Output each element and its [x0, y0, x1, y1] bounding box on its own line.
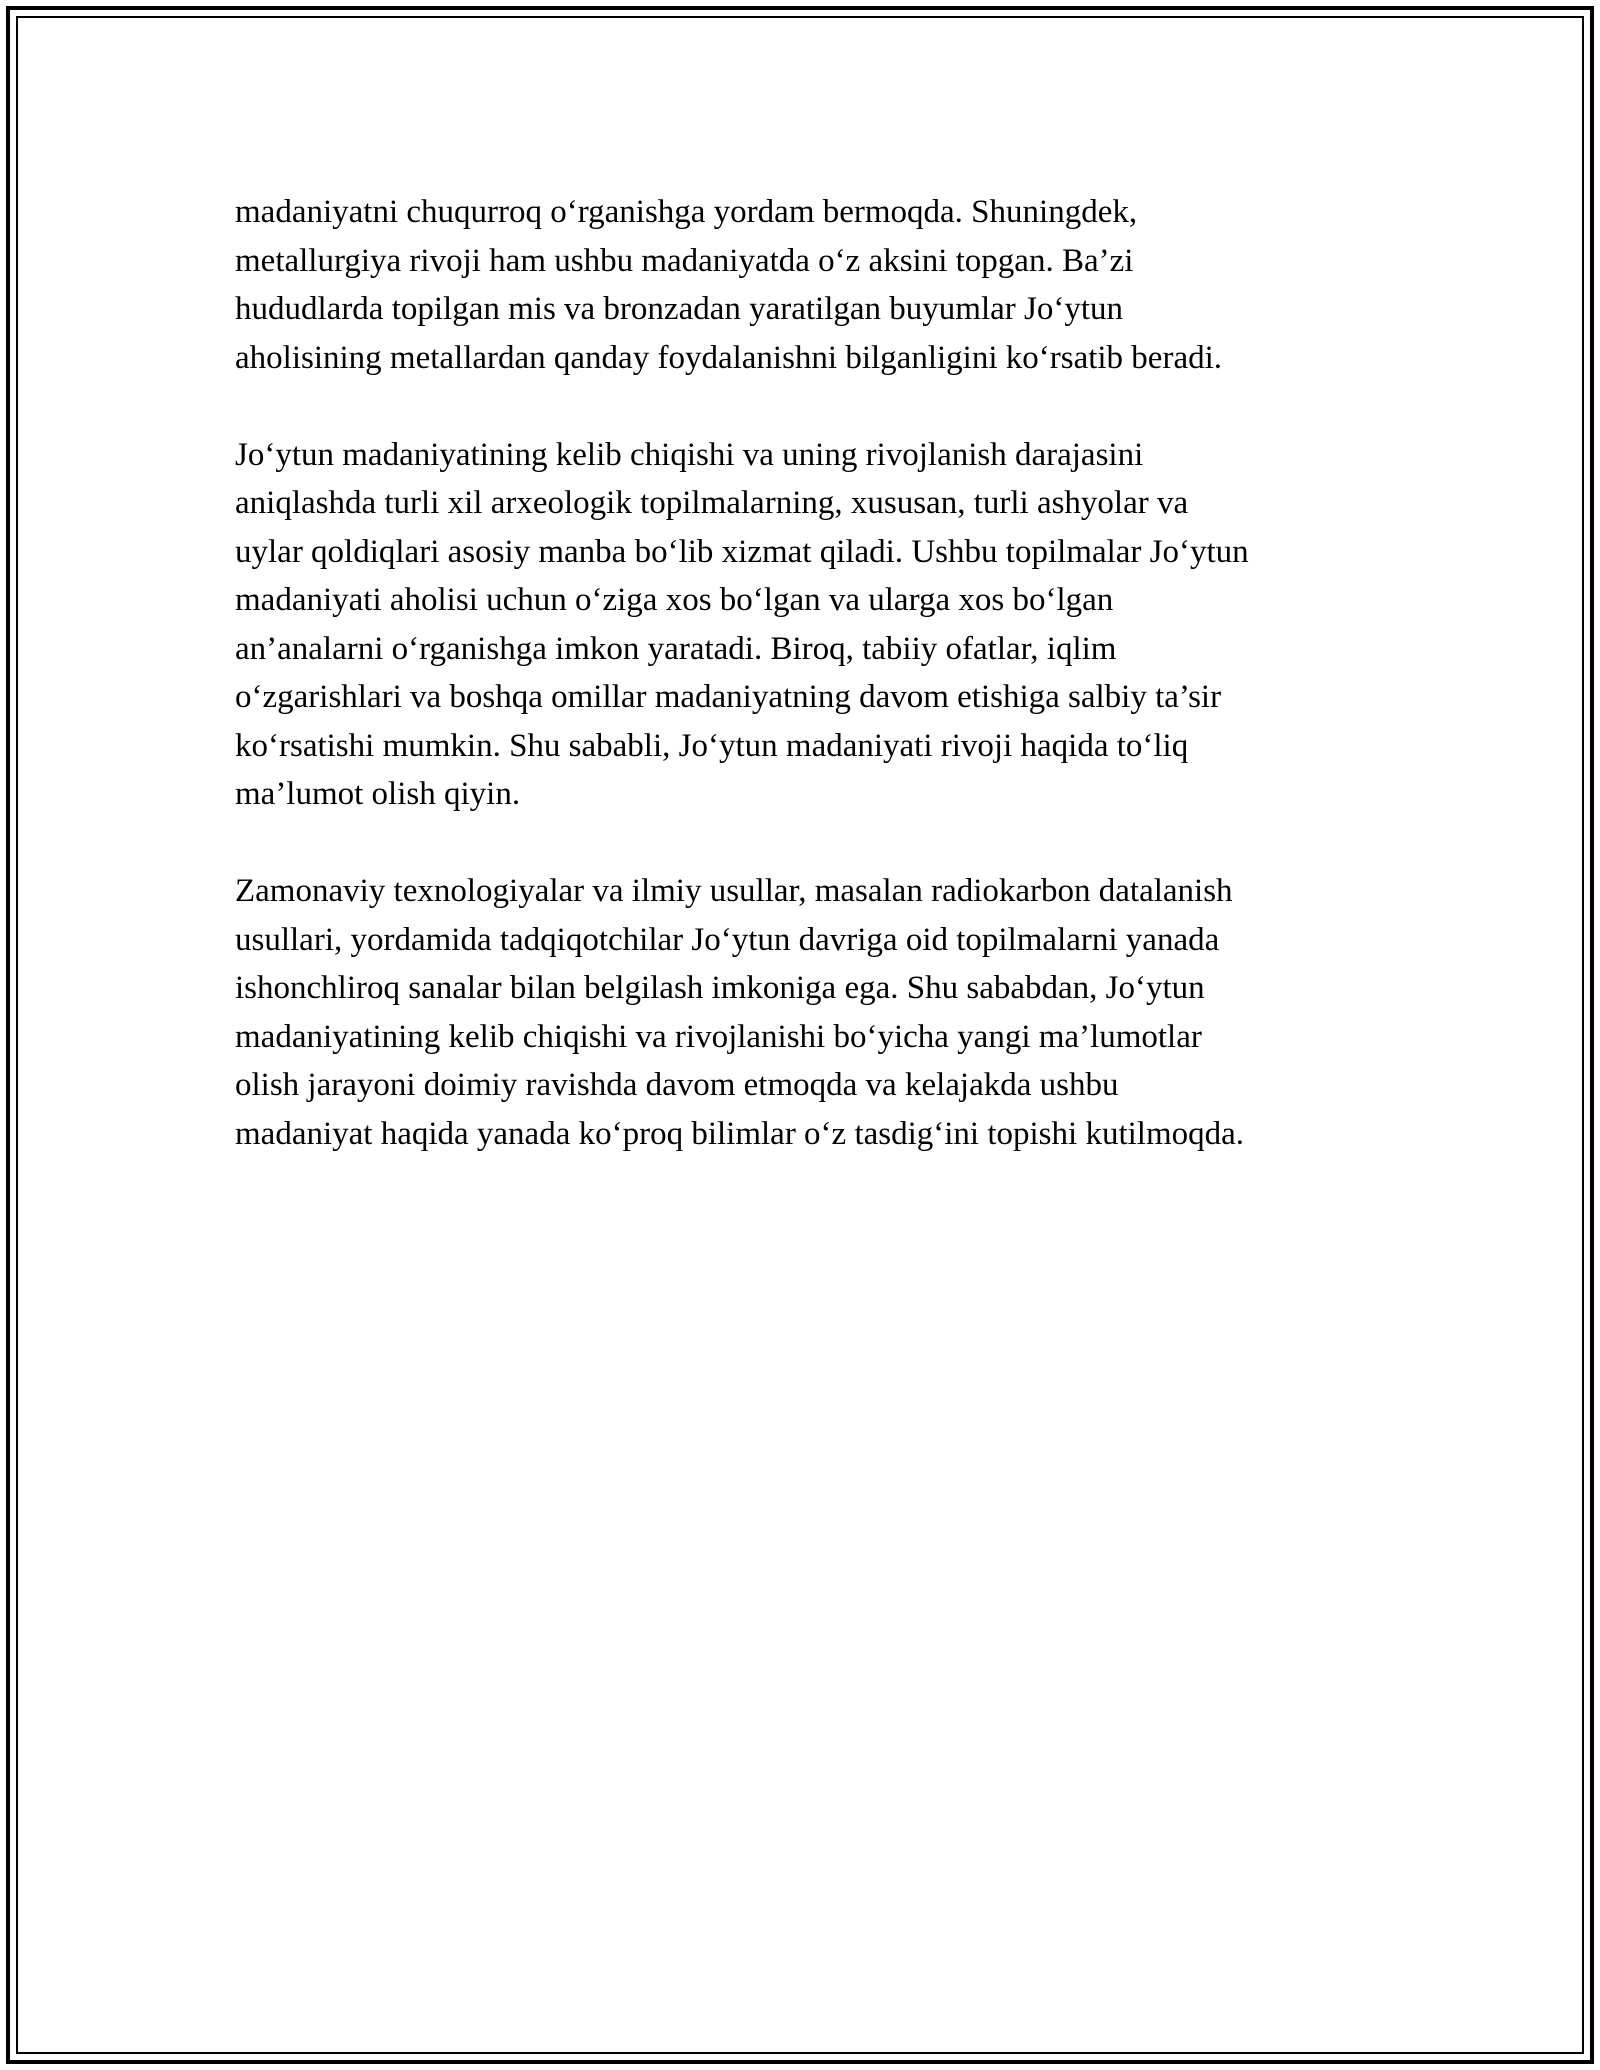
- text-line: Jo‘ytun madaniyatining kelib chiqishi va uning rivojlanish darajasini: [235, 436, 1144, 473]
- text-line: madaniyatining kelib chiqishi va rivojlanishi bo‘yicha yangi ma’lumotlar: [235, 1018, 1202, 1055]
- text-line: aniqlashda turli xil arxeologik topilmalarning, xususan, turli ashyolar va: [235, 485, 1189, 521]
- text-line: usullari, yordamida tadqiqotchilar Jo‘ytun davriga oid topilmalarni yanada: [235, 921, 1220, 958]
- text-line: ishonchliroq sanalar bilan belgilash imkoniga ega. Shu sababdan, Jo‘ytun: [235, 970, 1205, 1006]
- text-line: madaniyati aholisi uchun o‘ziga xos bo‘lgan va ularga xos bo‘lgan: [235, 582, 1114, 618]
- paragraph-1: [235, 188, 1375, 382]
- text-line: hududlarda topilgan mis va bronzadan yaratilgan buyumlar Jo‘ytun: [235, 291, 1124, 327]
- paragraph-3: [235, 867, 1375, 1158]
- text-line: ma’lumot olish qiyin.: [235, 776, 521, 812]
- text-line: an’analarni o‘rganishga imkon yaratadi. Biroq, tabiiy ofatlar, iqlim: [235, 630, 1117, 667]
- text-line: Zamonaviy texnologiyalar va ilmiy usullar, masalan radiokarbon datalanish: [235, 873, 1233, 909]
- text-line: o‘zgarishlari va boshqa omillar madaniyatning davom etishiga salbiy ta’sir: [235, 679, 1222, 715]
- paragraph-2: [235, 431, 1375, 819]
- text-line: uylar qoldiqlari asosiy manba bo‘lib xizmat qiladi. Ushbu topilmalar Jo‘ytun: [235, 533, 1249, 570]
- text-line: ko‘rsatishi mumkin. Shu sababli, Jo‘ytun madaniyati rivoji haqida to‘liq: [235, 727, 1189, 764]
- text-line: aholisining metallardan qanday foydalanishni bilganligini ko‘rsatib beradi.: [235, 339, 1223, 376]
- text-line: madaniyat haqida yanada ko‘proq bilimlar o‘z tasdig‘ini topishi kutilmoqda.: [235, 1115, 1245, 1152]
- text-line: madaniyatni chuqurroq o‘rganishga yordam bermoqda. Shuningdek,: [235, 194, 1138, 230]
- text-line: metallurgiya rivoji ham ushbu madaniyatda o‘z aksini topgan. Ba’zi: [235, 242, 1134, 279]
- text-line: olish jarayoni doimiy ravishda davom etmoqda va kelajakda ushbu: [235, 1067, 1119, 1103]
- document-body: [235, 188, 1375, 1207]
